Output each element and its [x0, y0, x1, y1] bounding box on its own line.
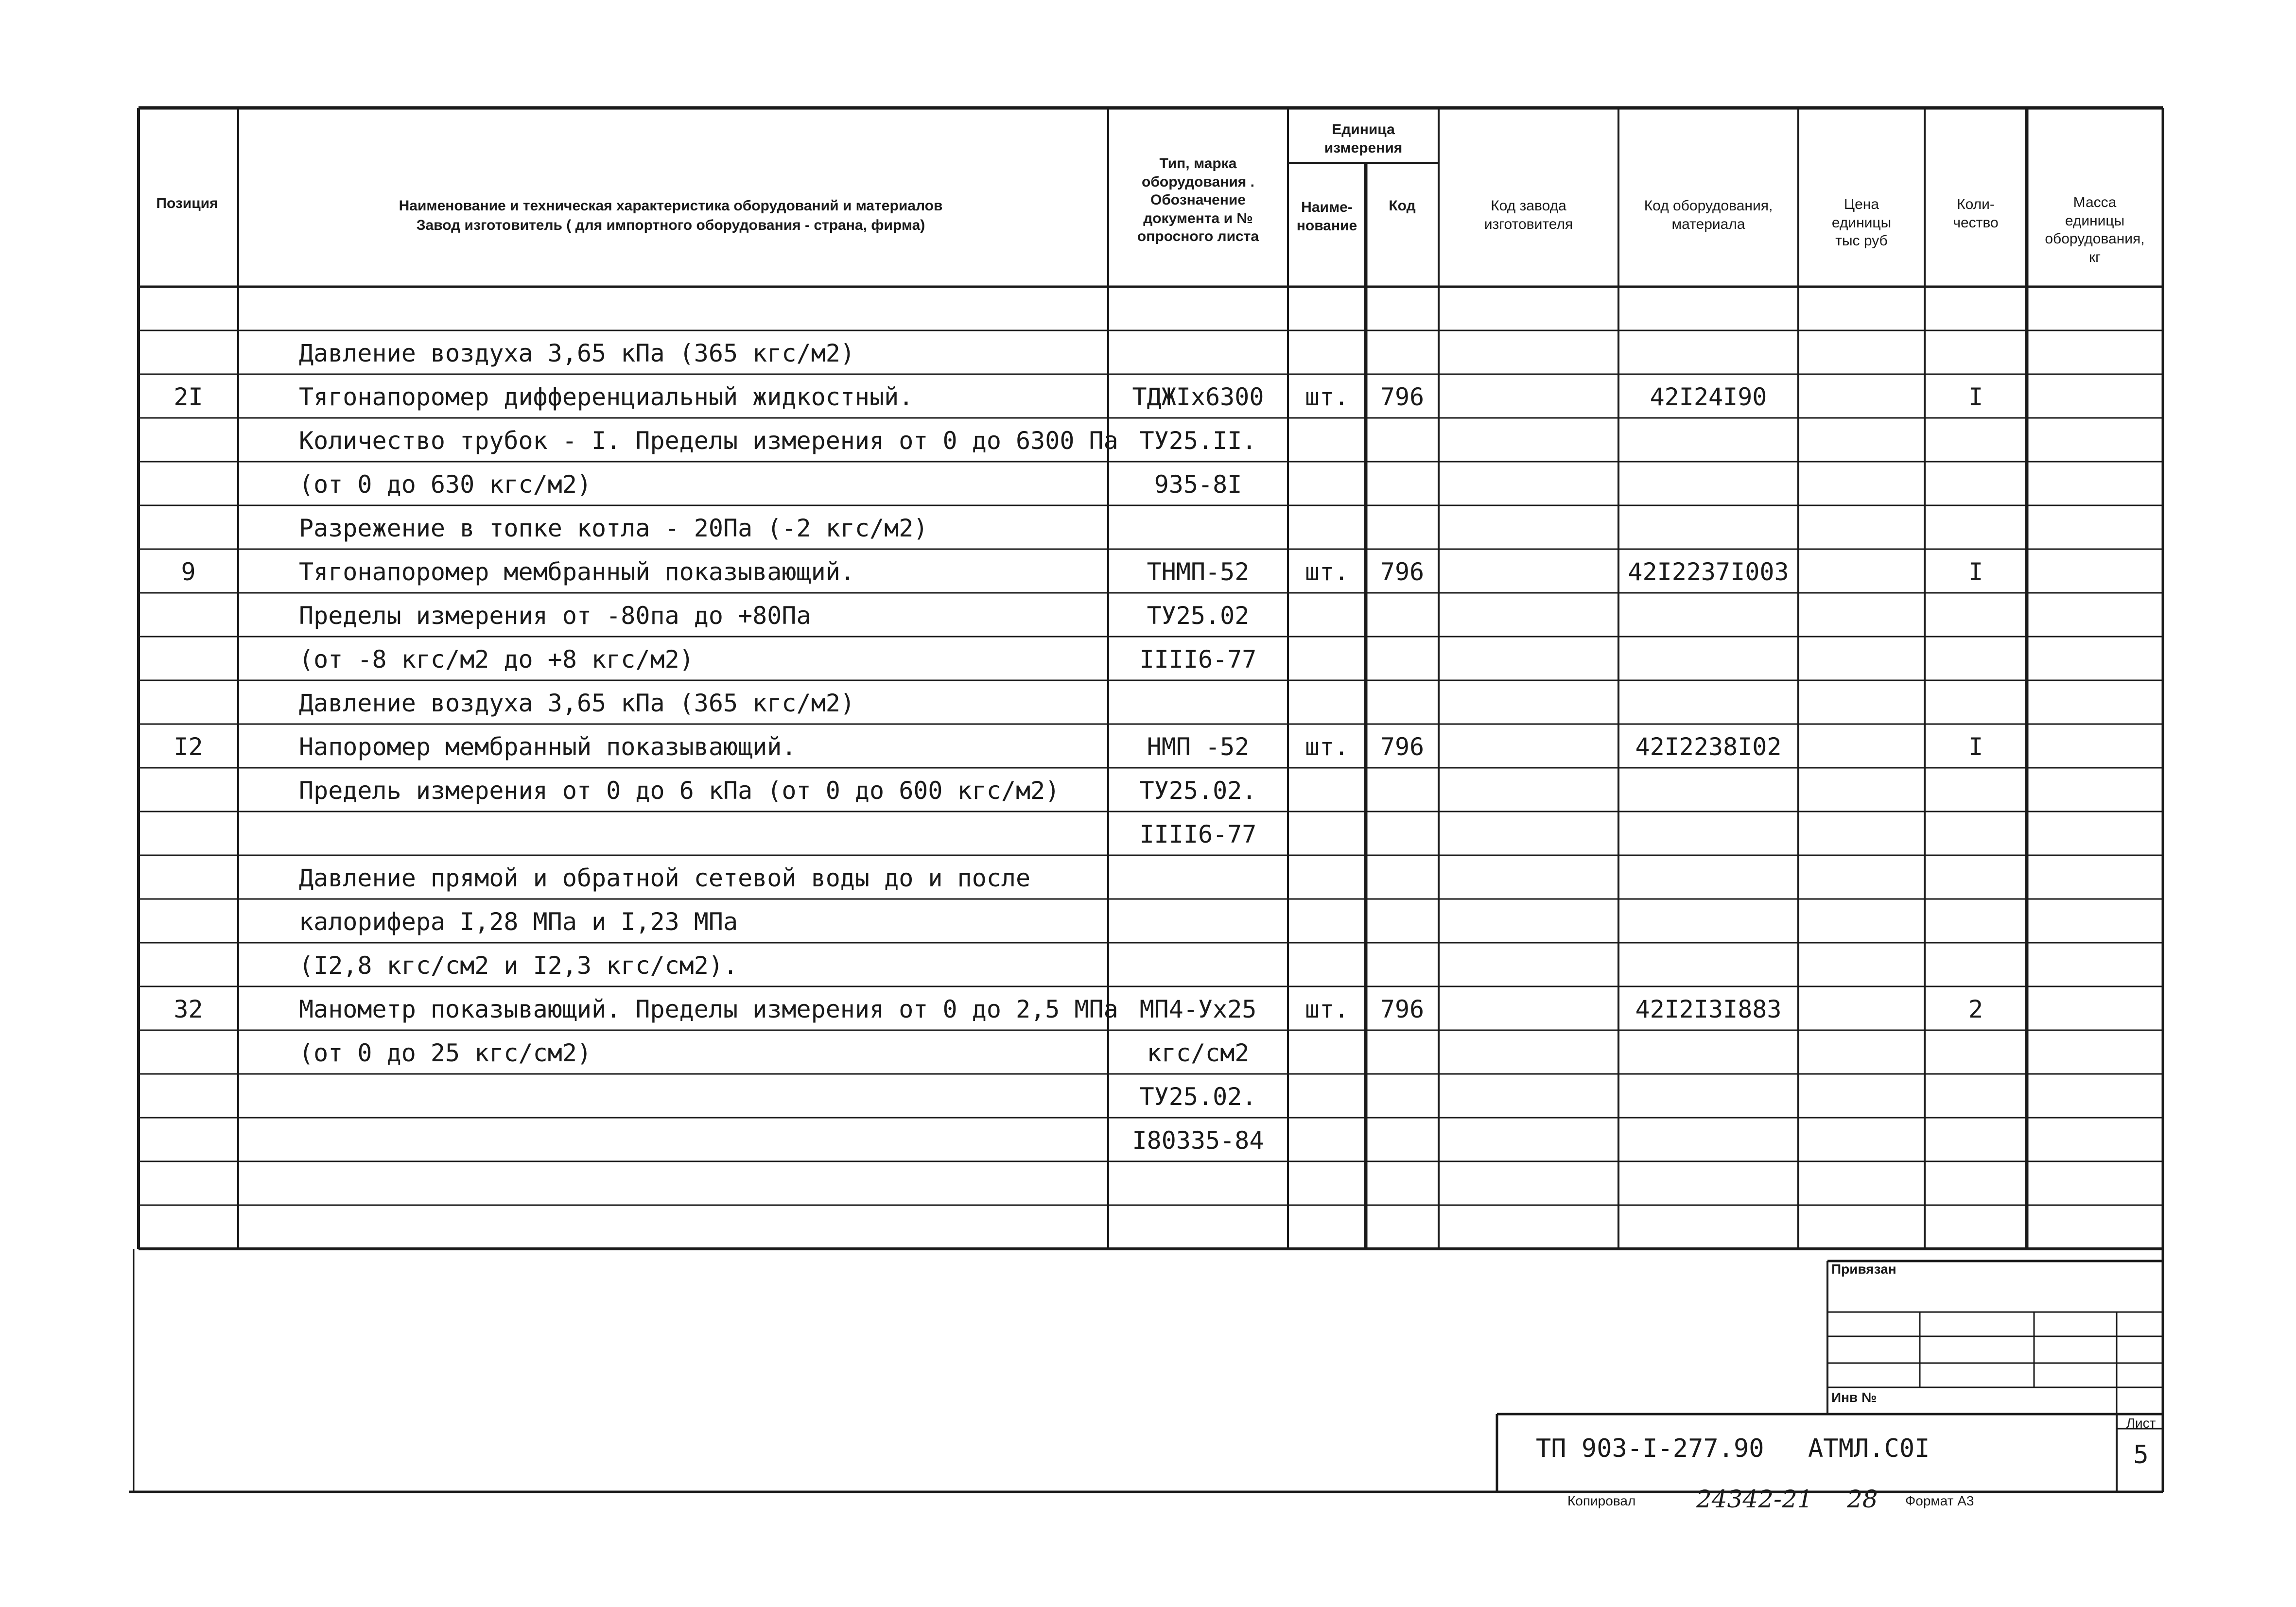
- row-equipment-code: 42I2238I02: [1635, 733, 1782, 761]
- header-price: Цена единицы тыс руб: [1831, 196, 1892, 249]
- header-name-line2: Завод изготовитель ( для импортного оборудования - страна, фирма): [416, 217, 925, 233]
- stamp-sheet-label: Лист: [2126, 1416, 2156, 1431]
- row-unit-code: 796: [1380, 558, 1425, 586]
- header-unit-group: Единица измерения: [1324, 121, 1403, 156]
- row-name: (от 0 до 25 кгс/см2): [299, 1039, 592, 1067]
- row-quantity: I: [1968, 733, 1983, 761]
- footer-order-sub: 28: [1847, 1485, 1878, 1513]
- row-name: (I2,8 кгс/см2 и I2,3 кгс/см2).: [299, 951, 738, 980]
- row-name: Разрежение в топке котла - 20Па (-2 кгс/м2): [299, 514, 928, 542]
- row-equipment-code: 42I2I3I883: [1635, 995, 1782, 1023]
- row-type-mark: IIII6-77: [1139, 820, 1257, 848]
- row-position: 9: [181, 558, 196, 586]
- stamp-inv-label: Инв №: [1831, 1390, 1877, 1405]
- header-unit-name: Наиме- нование: [1296, 199, 1357, 234]
- row-unit-name: шт.: [1305, 733, 1349, 761]
- row-type-mark: ТУ25.02.: [1139, 777, 1257, 805]
- row-unit-code: 796: [1380, 733, 1425, 761]
- row-name: Количество трубок - I. Пределы измерения от 0 до 6300 Па: [299, 427, 1118, 455]
- row-type-mark: ТУ25.02.: [1139, 1083, 1257, 1111]
- row-type-mark: МП4-Ух25: [1139, 995, 1257, 1023]
- row-quantity: I: [1968, 383, 1983, 411]
- row-name: Давление прямой и обратной сетевой воды до и после: [299, 864, 1031, 892]
- row-type-mark: ТУ25.02: [1147, 602, 1250, 630]
- row-name: Тягонапоромер дифференциальный жидкостный.: [299, 383, 914, 411]
- row-equipment-code: 42I24I90: [1650, 383, 1767, 411]
- row-quantity: I: [1968, 558, 1983, 586]
- row-quantity: 2: [1968, 995, 1983, 1023]
- footer-format: Формат А3: [1905, 1493, 1974, 1508]
- row-unit-name: шт.: [1305, 383, 1349, 411]
- stamp-doc-code: АТМЛ.С0I: [1808, 1434, 1930, 1463]
- stamp-attached-label: Привязан: [1831, 1261, 1896, 1277]
- row-equipment-code: 42I2237I003: [1628, 558, 1789, 586]
- row-name: (от -8 кгс/м2 до +8 кгс/м2): [299, 645, 694, 674]
- footer-copied-label: Копировал: [1567, 1493, 1636, 1508]
- row-name: Напоромер мембранный показывающий.: [299, 733, 797, 761]
- row-position: I2: [174, 733, 203, 761]
- row-position: 32: [174, 995, 203, 1023]
- row-type-mark: кгс/см2: [1147, 1039, 1250, 1067]
- row-name: (от 0 до 630 кгс/м2): [299, 470, 592, 499]
- row-name: Давление воздуха 3,65 кПа (365 кгс/м2): [299, 339, 855, 367]
- header-mass: Масса единицы оборудования, кг: [2045, 194, 2145, 265]
- header-quantity: Коли- чество: [1953, 196, 1999, 231]
- row-type-mark: IIII6-77: [1139, 645, 1257, 674]
- row-name: Тягонапоромер мембранный показывающий.: [299, 558, 855, 586]
- row-unit-name: шт.: [1305, 995, 1349, 1023]
- stamp-sheet-number: 5: [2133, 1440, 2149, 1469]
- row-unit-code: 796: [1380, 995, 1425, 1023]
- header-unit-code: Код: [1389, 198, 1416, 214]
- row-type-mark: 935-8I: [1154, 470, 1242, 499]
- header-factory-code: Код завода изготовителя: [1484, 198, 1573, 232]
- row-name: Манометр показывающий. Пределы измерения от 0 до 2,5 МПа: [299, 995, 1118, 1023]
- row-name: Давление воздуха 3,65 кПа (365 кгс/м2): [299, 689, 855, 717]
- row-type-mark: НМП -52: [1147, 733, 1250, 761]
- header-type-mark: Тип, марка оборудования . Обозначение документа и № опросного листа: [1137, 156, 1259, 244]
- row-type-mark: ТДЖIх6300: [1132, 383, 1264, 411]
- header-name-line1: Наименование и техническая характеристика оборудований и материалов: [399, 198, 943, 214]
- row-name: Предель измерения от 0 до 6 кПа (от 0 до 600 кгс/м2): [299, 777, 1060, 805]
- row-position: 2I: [174, 383, 203, 411]
- row-unit-code: 796: [1380, 383, 1425, 411]
- row-unit-name: шт.: [1305, 558, 1349, 586]
- row-name: калорифера I,28 МПа и I,23 МПа: [299, 908, 738, 936]
- row-type-mark: ТНМП-52: [1147, 558, 1250, 586]
- header-equipment-code: Код оборудования, материала: [1644, 198, 1773, 232]
- row-type-mark: ТУ25.II.: [1139, 427, 1257, 455]
- row-type-mark: I80335-84: [1132, 1126, 1264, 1155]
- header-position: Позиция: [156, 195, 218, 211]
- footer-order-number: 24342-21: [1696, 1485, 1813, 1513]
- stamp-designation: ТП 903-I-277.90: [1536, 1434, 1764, 1463]
- row-name: Пределы измерения от -80па до +80Па: [299, 602, 811, 630]
